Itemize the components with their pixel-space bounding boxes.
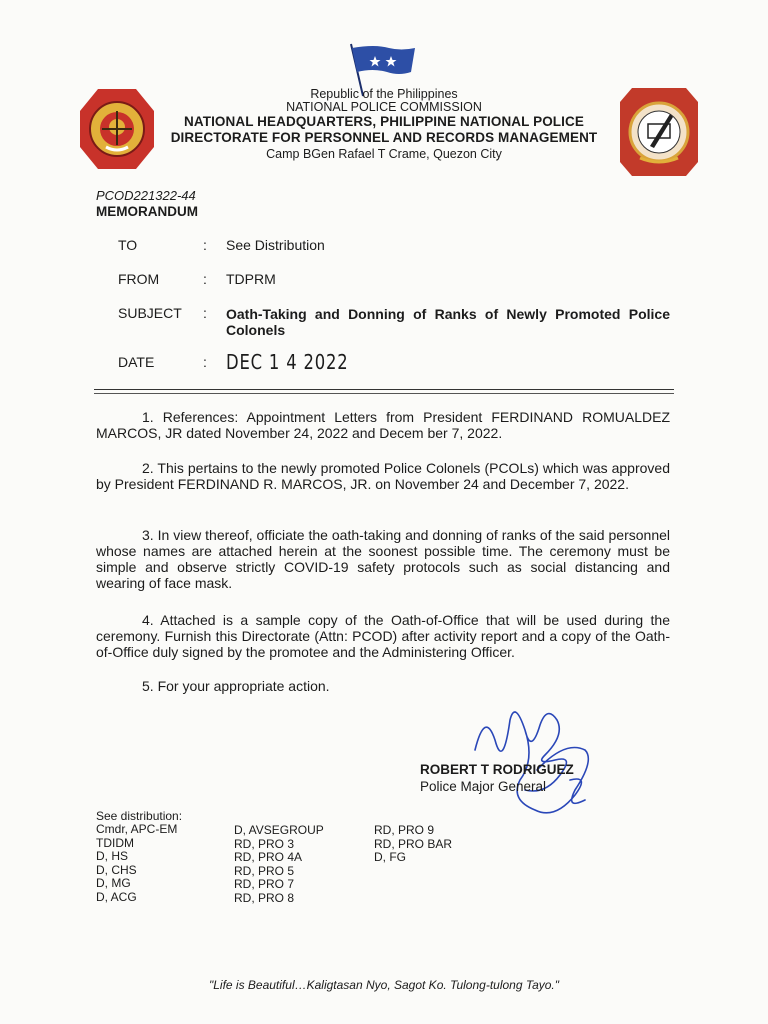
distribution-column-3	[374, 824, 452, 865]
from-value: TDPRM	[226, 271, 276, 287]
distribution-item: RD, PRO 9	[374, 823, 435, 837]
memorandum-title: MEMORANDUM	[96, 204, 198, 219]
paragraph-3-text: 3. In view thereof, officiate the oath-taking and donning of ranks of the said personnel whose names are attached herein at the soonest possible time. The ceremony must be simple and observe strictly COVID-19 safety protocols such as social distancing and wearing of face mask.	[96, 527, 670, 591]
to-label: TO	[118, 237, 138, 253]
pnp-seal-icon	[80, 87, 154, 171]
commission-line: NATIONAL POLICE COMMISSION	[286, 100, 482, 114]
distribution-item: RD, PRO BAR	[374, 836, 453, 851]
signatory-rank: Police Major General	[420, 779, 547, 794]
distribution-item: TDIDM	[96, 835, 134, 850]
to-value: See Distribution	[226, 237, 325, 253]
distribution-item: D, ACG	[96, 889, 137, 904]
distribution-column-2	[234, 824, 324, 905]
paragraph-5-text: 5. For your appropriate action.	[142, 678, 330, 694]
dprm-seal-icon	[620, 88, 698, 176]
distribution-item: RD, PRO 4A	[234, 850, 303, 864]
republic-line: Republic of the Philippines	[310, 87, 458, 101]
from-colon: :	[203, 271, 207, 287]
distribution-column-1	[96, 823, 177, 904]
camp-line: Camp BGen Rafael T Crame, Quezon City	[266, 147, 502, 161]
paragraph-2	[96, 460, 670, 492]
distribution-item: RD, PRO 3	[234, 836, 295, 851]
directorate-line: DIRECTORATE FOR PERSONNEL AND RECORDS MANAGEMENT	[170, 130, 598, 145]
paragraph-3	[96, 527, 670, 591]
paragraph-4-text: 4. Attached is a sample copy of the Oath-of-Office that will be used during the ceremony. Furnish this Directorate (Attn: PCOD) after activity report and a copy of the Oath-of-Office duly signed by the promotee and the Administering Officer.	[96, 612, 670, 660]
date-colon: :	[203, 354, 207, 370]
subject-label: SUBJECT	[118, 305, 182, 321]
distribution-item: D, FG	[374, 850, 406, 864]
distribution-item: D, AVSEGROUP	[234, 823, 324, 837]
paragraph-2-text: 2. This pertains to the newly promoted Police Colonels (PCOLs) which was approved by President FERDINAND R. MARCOS, JR. on November 24 and December 7, 2022.	[96, 460, 670, 492]
paragraph-5	[96, 678, 670, 694]
distribution-item: D, MG	[96, 876, 131, 890]
distribution-item: RD, PRO 5	[234, 863, 295, 878]
distribution-item: Cmdr, APC-EM	[96, 822, 178, 836]
divider-line-secondary	[94, 393, 674, 394]
signatory-name: ROBERT T RODRIGUEZ	[420, 762, 574, 777]
paragraph-4	[96, 612, 670, 660]
to-colon: :	[203, 237, 207, 253]
distribution-item: RD, PRO 7	[234, 877, 295, 891]
subject-colon: :	[203, 305, 207, 321]
paragraph-1-text: 1. References: Appointment Letters from President FERDINAND ROMUALDEZ MARCOS, JR dated November 24, 2022 and Decem ber 7, 2022.	[96, 409, 670, 441]
distribution-item: RD, PRO 8	[234, 890, 295, 905]
reference-number: PCOD221322-44	[96, 188, 196, 203]
hq-line: NATIONAL HEADQUARTERS, PHILIPPINE NATIONAL POLICE	[184, 114, 584, 129]
distribution-item: D, CHS	[96, 862, 137, 877]
distribution-heading: See distribution:	[96, 809, 183, 823]
divider-line	[94, 389, 674, 390]
from-label: FROM	[118, 271, 160, 287]
subject-value: Oath-Taking and Donning of Ranks of Newly Promoted Police Colonels	[226, 306, 670, 338]
distribution-item: D, HS	[96, 849, 129, 863]
date-stamp: DEC 1 4 2022	[226, 350, 349, 374]
footer-motto: "Life is Beautiful…Kaligtasan Nyo, Sagot Ko. Tulong-tulong Tayo."	[208, 978, 560, 992]
paragraph-1	[96, 409, 670, 441]
date-label: DATE	[118, 354, 155, 370]
